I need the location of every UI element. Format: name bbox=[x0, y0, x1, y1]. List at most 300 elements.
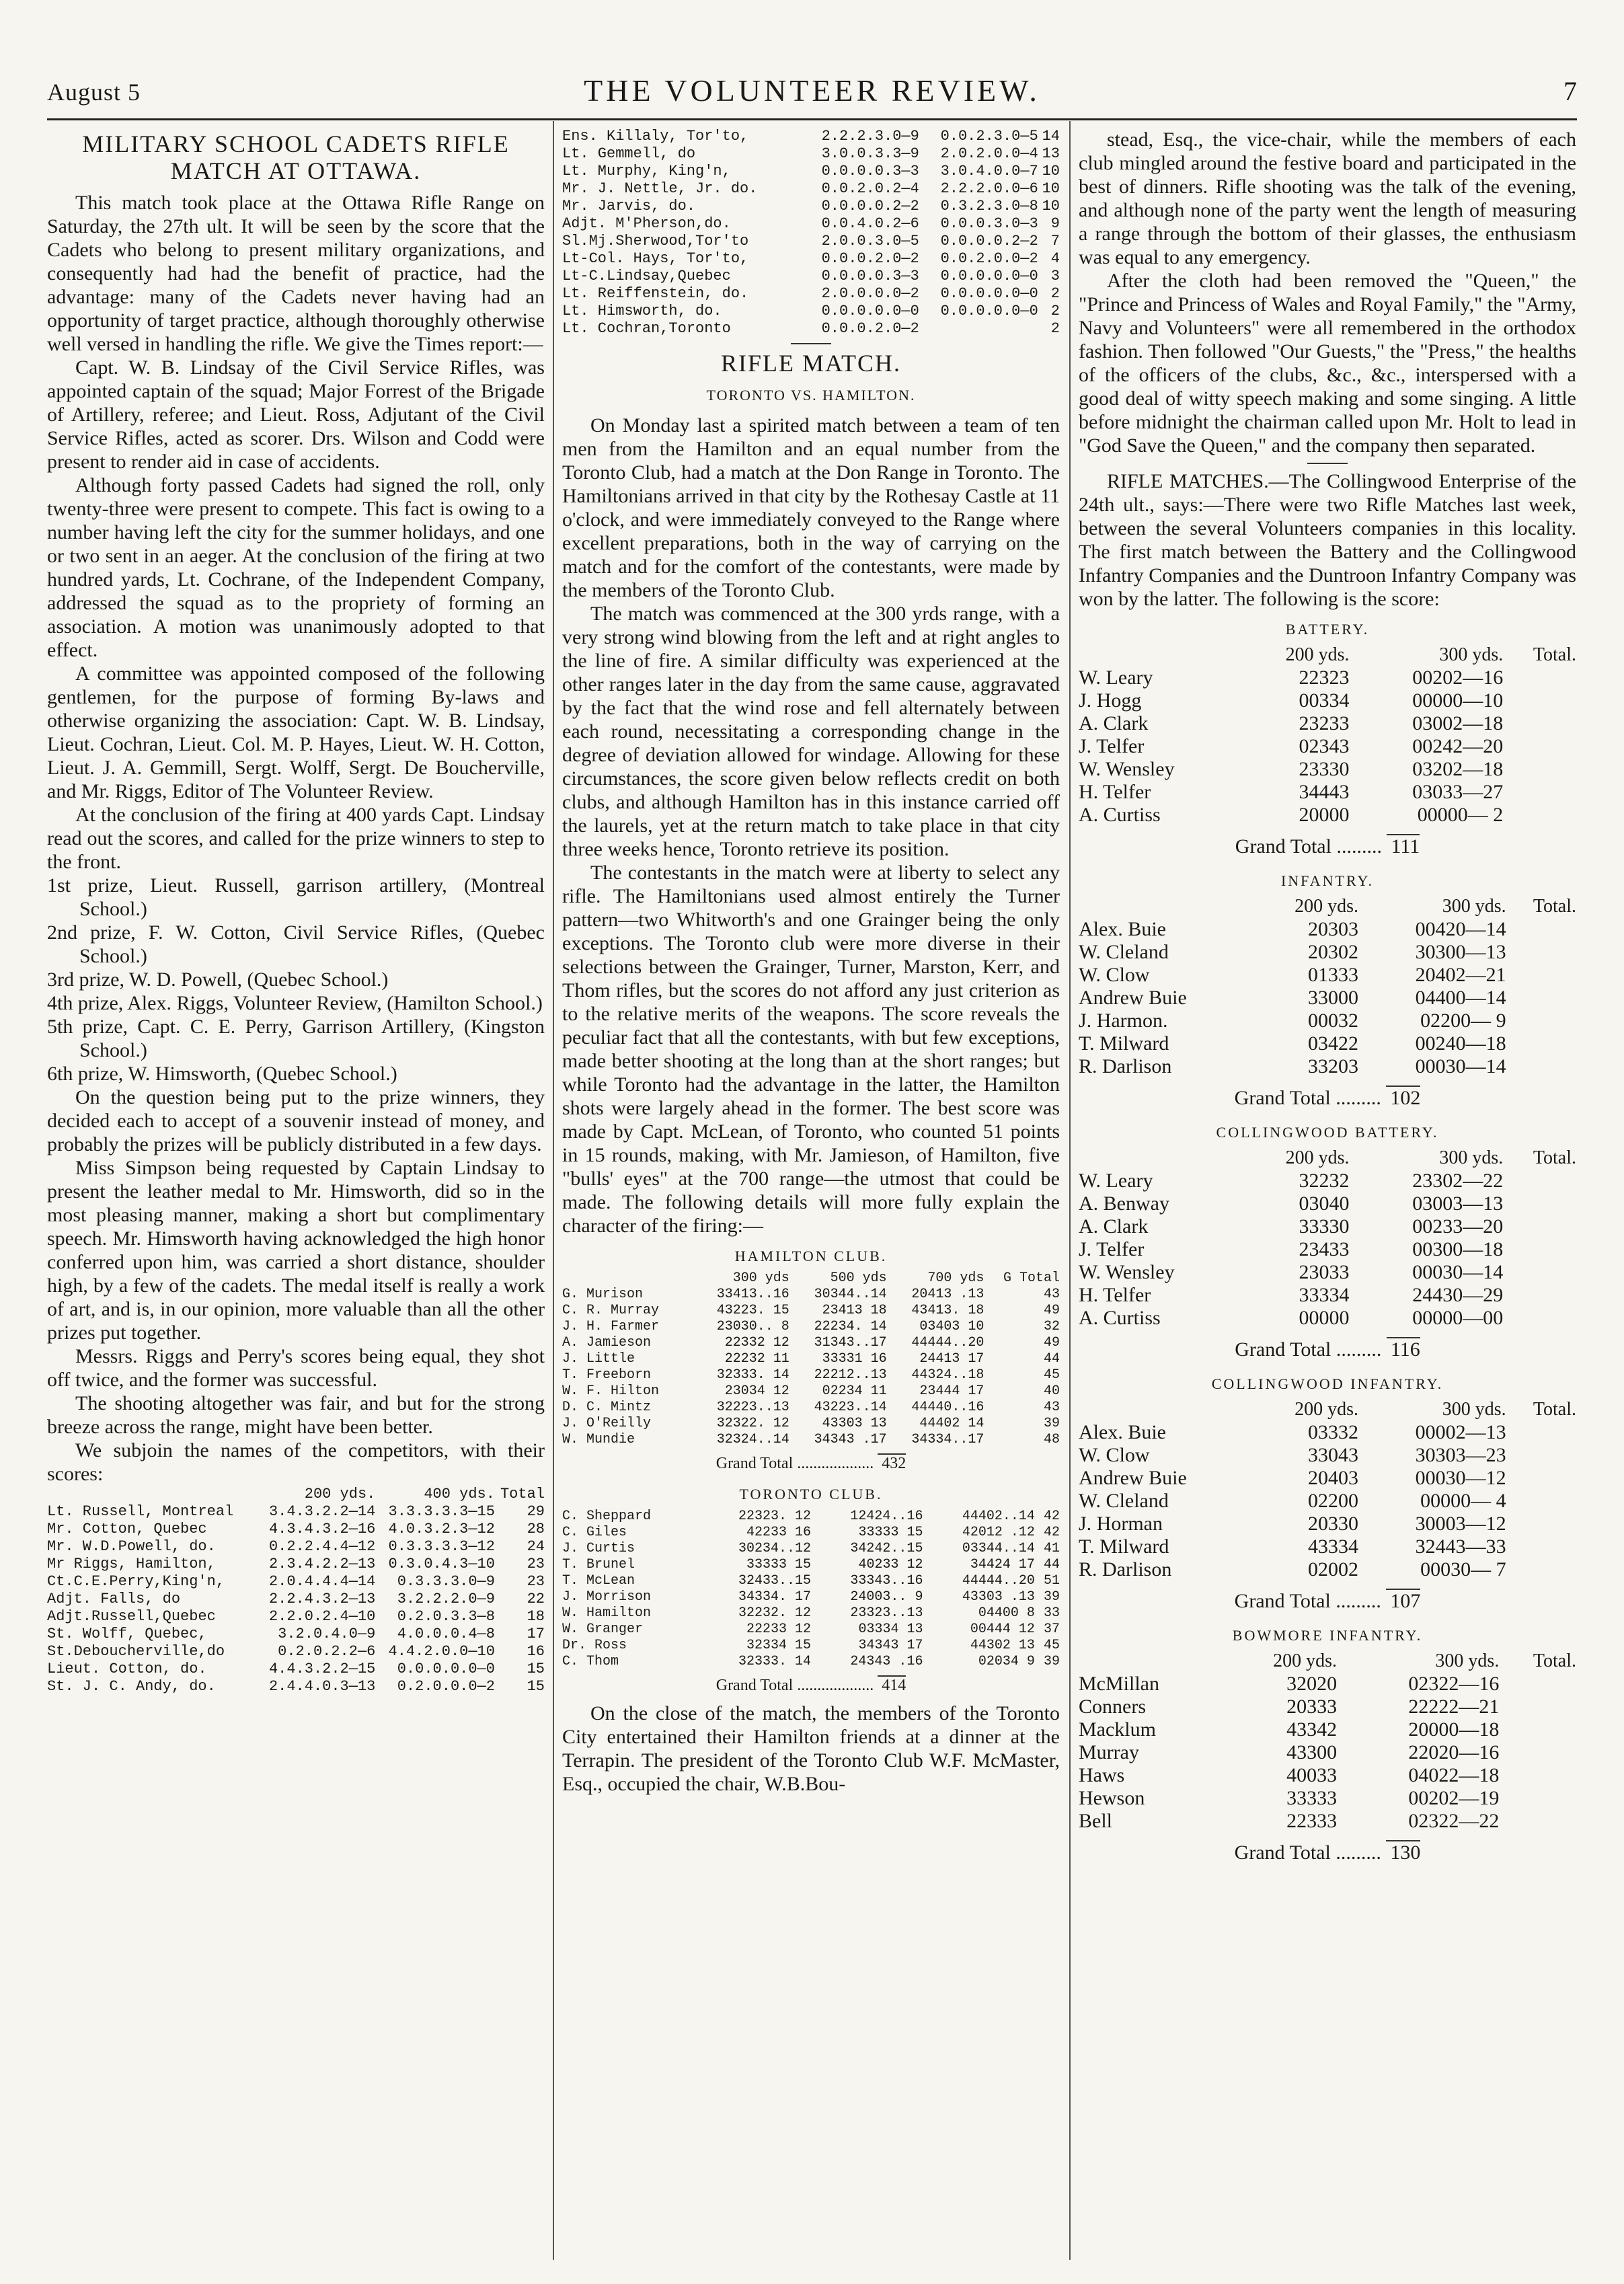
table-row bbox=[562, 1525, 1060, 1541]
table-cell bbox=[1503, 667, 1576, 689]
table-cell: 34242..15 bbox=[850, 1541, 923, 1556]
table-cell: 39 bbox=[1043, 1654, 1060, 1669]
table-row bbox=[1079, 1444, 1576, 1467]
table-row bbox=[1079, 712, 1576, 735]
table-cell: 2.2.4.3.2—13 bbox=[268, 1591, 376, 1607]
table-cell bbox=[1503, 689, 1576, 712]
column-header: 300 yds. bbox=[1442, 1399, 1506, 1420]
table-cell: 40233 12 bbox=[858, 1557, 923, 1572]
table-cell: 23233 bbox=[1299, 712, 1350, 734]
table-cell: 43300 bbox=[1286, 1741, 1338, 1763]
table-cell: 3.4.3.2.2—14 bbox=[268, 1503, 376, 1520]
table-cell: 32333. 14 bbox=[716, 1367, 789, 1383]
table-cell bbox=[1499, 1787, 1576, 1810]
table-cell: 34334. 17 bbox=[738, 1589, 811, 1605]
table-cell: J. Curtis bbox=[562, 1541, 635, 1556]
paragraph: At the conclusion of the firing at 400 yards Capt. Lindsay read out the scores, and called for the prize winners to step to the front. bbox=[47, 804, 545, 873]
column-header bbox=[1079, 1147, 1241, 1170]
table-cell bbox=[1503, 1192, 1576, 1215]
table-cell: 02322—16 bbox=[1408, 1673, 1500, 1695]
table-cell: 23 bbox=[527, 1573, 545, 1590]
article-body bbox=[562, 414, 1060, 1238]
table-cell: Ens. Killaly, Tor'to, bbox=[562, 128, 749, 145]
table-cell: J. O'Reilly bbox=[562, 1416, 652, 1431]
table-cell bbox=[919, 320, 1038, 338]
table-cell: 43 bbox=[1043, 1400, 1060, 1415]
table-cell: Adjt. Falls, do bbox=[47, 1591, 181, 1607]
table-cell: W. Cleland bbox=[1079, 1490, 1169, 1512]
paragraph: 1st prize, Lieut. Russell, garrison artillery, (Montreal School.) bbox=[47, 874, 545, 920]
table-cell: 49 bbox=[1043, 1303, 1060, 1318]
article-subtitle: TORONTO VS. HAMILTON. bbox=[706, 387, 916, 404]
table-cell bbox=[1503, 1284, 1576, 1307]
team-title: COLLINGWOOD INFANTRY. bbox=[1211, 1375, 1444, 1392]
table-cell: Lt. Himsworth, do. bbox=[562, 303, 722, 319]
grand-total-label: Grand Total bbox=[1235, 835, 1331, 858]
table-cell: 32333. 14 bbox=[738, 1654, 811, 1669]
table-cell: 44440..16 bbox=[911, 1400, 984, 1415]
table-cell: 45 bbox=[1043, 1638, 1060, 1653]
table-cell: 0.0.0.0.3—3 bbox=[821, 268, 919, 284]
grand-total-label: Grand Total bbox=[1234, 1841, 1331, 1864]
table-row bbox=[1079, 1741, 1576, 1764]
table-cell: A. Curtiss bbox=[1079, 1307, 1161, 1329]
table-cell: 2 bbox=[1050, 285, 1060, 302]
table-row bbox=[562, 1573, 1060, 1589]
table-row bbox=[1079, 1215, 1576, 1238]
table-cell: 22232 11 bbox=[724, 1351, 789, 1367]
grand-total: Grand Total ......... 116 bbox=[1235, 1338, 1420, 1361]
grand-total-value: 130 bbox=[1386, 1840, 1420, 1864]
table-cell: 43223. 15 bbox=[716, 1303, 789, 1318]
paragraph: 5th prize, Capt. C. E. Perry, Garrison Artillery, (Kingston School.) bbox=[47, 1016, 545, 1061]
cadet-score-table-continued bbox=[562, 128, 1060, 338]
column-divider bbox=[553, 121, 554, 2260]
table-cell bbox=[1503, 1261, 1576, 1284]
table-cell: 34343 17 bbox=[858, 1638, 923, 1653]
paragraph: 4th prize, Alex. Riggs, Volunteer Review, (Hamilton School.) bbox=[47, 992, 543, 1014]
table-cell: 32443—33 bbox=[1415, 1535, 1506, 1558]
table-cell: 03332 bbox=[1307, 1421, 1358, 1443]
table-row bbox=[1079, 781, 1576, 804]
grand-total-value: 102 bbox=[1386, 1086, 1420, 1109]
table-cell bbox=[1503, 1215, 1576, 1238]
table-cell: Dr. Ross bbox=[562, 1638, 627, 1653]
table-cell: 00242—20 bbox=[1412, 735, 1504, 757]
table-cell: 33333 15 bbox=[746, 1557, 811, 1572]
table-cell: 42 bbox=[1043, 1525, 1060, 1540]
table-row bbox=[562, 1541, 1060, 1557]
table-cell bbox=[1506, 1513, 1576, 1535]
table-cell: 00000 bbox=[1299, 1307, 1350, 1329]
table-cell: 0.2.0.3.3—8 bbox=[397, 1608, 495, 1625]
table-cell: Conners bbox=[1079, 1696, 1146, 1718]
table-cell: 32334 15 bbox=[746, 1638, 811, 1653]
table-row bbox=[562, 1400, 1060, 1416]
table-cell: 0.0.0.3.0—3 bbox=[940, 215, 1038, 232]
table-cell: 20000—18 bbox=[1408, 1718, 1500, 1741]
prize-list bbox=[47, 874, 545, 1086]
table-cell bbox=[1503, 1238, 1576, 1261]
table-cell: 20403 bbox=[1307, 1467, 1358, 1489]
table-cell: 00030—14 bbox=[1415, 1055, 1506, 1077]
table-cell: 0.0.0.0.0—0 bbox=[821, 303, 919, 319]
table-cell: 00002—13 bbox=[1415, 1421, 1506, 1443]
table-cell: 24413 17 bbox=[919, 1351, 984, 1367]
table-cell: 2.3.4.2.2—13 bbox=[268, 1556, 376, 1572]
table-cell: 33331 16 bbox=[822, 1351, 887, 1367]
table-cell bbox=[1506, 941, 1576, 964]
table-cell: 40 bbox=[1043, 1383, 1060, 1399]
table-cell: 3.2.2.2.0—9 bbox=[397, 1591, 495, 1607]
table-cell: Lt. Cochran,Toronto bbox=[562, 320, 731, 337]
table-cell: Murray bbox=[1079, 1741, 1139, 1763]
table-cell: 16 bbox=[527, 1643, 545, 1660]
table-row bbox=[1079, 987, 1576, 1010]
table-cell: 34424 17 bbox=[970, 1557, 1035, 1572]
table-cell: Haws bbox=[1079, 1764, 1125, 1786]
table-cell: 00000—10 bbox=[1412, 689, 1504, 712]
table-cell bbox=[1506, 1032, 1576, 1055]
table-cell: 18 bbox=[527, 1608, 545, 1625]
table-cell: 00000— 2 bbox=[1417, 804, 1504, 826]
table-cell: 10 bbox=[1042, 198, 1060, 215]
table-cell: Sl.Mj.Sherwood,Tor'to bbox=[562, 233, 749, 250]
table-cell: 32020 bbox=[1286, 1673, 1338, 1695]
table-cell: 43342 bbox=[1286, 1718, 1338, 1741]
table-row bbox=[1079, 735, 1576, 758]
column-header bbox=[47, 1486, 256, 1503]
table-cell: 24343 .16 bbox=[850, 1654, 923, 1669]
table-cell: 20402—21 bbox=[1415, 964, 1506, 986]
table-cell: 49 bbox=[1043, 1335, 1060, 1350]
paragraph: The shooting altogether was fair, and but for the strong breeze across the range, might have been better. bbox=[47, 1392, 545, 1438]
table-cell: 03334 13 bbox=[858, 1622, 923, 1637]
table-cell: 0.3.3.3.3—12 bbox=[388, 1538, 495, 1555]
table-cell: J. Morrison bbox=[562, 1589, 652, 1605]
team-score-table bbox=[1079, 1650, 1576, 1833]
table-row bbox=[562, 1335, 1060, 1351]
grand-total-label: Grand Total bbox=[1234, 1087, 1331, 1109]
table-cell: 2.0.0.0.0—2 bbox=[821, 285, 919, 302]
table-row bbox=[562, 1383, 1060, 1400]
column-header: 500 yds bbox=[830, 1270, 887, 1286]
table-cell: 3 bbox=[1050, 268, 1060, 284]
table-row bbox=[1079, 1787, 1576, 1810]
table-cell: 04022—18 bbox=[1408, 1764, 1500, 1786]
table-cell: 33343..16 bbox=[850, 1573, 923, 1589]
table-cell: 30234..12 bbox=[738, 1541, 811, 1556]
table-cell: 02034 9 bbox=[978, 1654, 1035, 1669]
table-row bbox=[1079, 1467, 1576, 1490]
table-cell: Lt. Murphy, King'n, bbox=[562, 163, 731, 180]
table-row bbox=[562, 1654, 1060, 1670]
table-cell: 22234. 14 bbox=[814, 1319, 887, 1334]
table-cell bbox=[1506, 987, 1576, 1010]
table-cell: 00000—00 bbox=[1412, 1307, 1504, 1329]
table-cell: 22233 12 bbox=[746, 1622, 811, 1637]
table-cell: A. Jamieson bbox=[562, 1335, 652, 1350]
table-cell: 44324..18 bbox=[911, 1367, 984, 1383]
table-row bbox=[562, 303, 1060, 320]
table-cell: St. J. C. Andy, do. bbox=[47, 1678, 216, 1695]
column-header: 300 yds. bbox=[1439, 1147, 1504, 1168]
table-row bbox=[1079, 1558, 1576, 1581]
table-cell: 33043 bbox=[1307, 1444, 1358, 1466]
paragraph: This match took place at the Ottawa Rifle Range on Saturday, the 27th ult. It will be seen by the score that the Cadets who belong to present military organizations, and consequently had had the benefit of practice, had the advantage: many of the Cadets never having had an opportunity of target practice, although thoroughly otherwise well versed in handling the rifle. We give the Times report:— bbox=[47, 192, 545, 355]
table-cell: Lt. Russell, Montreal bbox=[47, 1503, 234, 1520]
table-cell: 00233—20 bbox=[1412, 1215, 1504, 1238]
table-cell: 23034 12 bbox=[724, 1383, 789, 1399]
table-cell: 20303 bbox=[1307, 918, 1358, 940]
table-header bbox=[1079, 1147, 1576, 1170]
table-cell: 33 bbox=[1043, 1605, 1060, 1621]
table-row bbox=[1079, 1718, 1576, 1741]
table-cell: 2.2.0.2.4—10 bbox=[268, 1608, 376, 1625]
table-cell: 2.4.4.0.3—13 bbox=[268, 1678, 376, 1695]
table-cell: 39 bbox=[1043, 1416, 1060, 1431]
table-cell: 28 bbox=[527, 1521, 545, 1537]
table-cell: 14 bbox=[1042, 128, 1060, 145]
table-cell: 42233 16 bbox=[746, 1525, 811, 1540]
table-cell: 12424..16 bbox=[850, 1509, 923, 1524]
table-cell: 44402..14 bbox=[962, 1509, 1035, 1524]
table-cell: 20333 bbox=[1286, 1696, 1338, 1718]
table-cell: 30344..14 bbox=[814, 1287, 887, 1302]
header-date: August 5 bbox=[47, 79, 141, 106]
table-cell: 0.2.2.4.4—12 bbox=[268, 1538, 376, 1555]
table-cell: 22212..13 bbox=[814, 1367, 887, 1383]
article-body-continued bbox=[1079, 128, 1576, 457]
table-row bbox=[562, 215, 1060, 233]
table-cell: 43413. 18 bbox=[911, 1303, 984, 1318]
table-row bbox=[1079, 918, 1576, 941]
table-cell: Lt-Col. Hays, Tor'to, bbox=[562, 250, 749, 267]
table-cell: 44 bbox=[1043, 1351, 1060, 1367]
table-cell: 0.0.0.0.2—2 bbox=[940, 233, 1038, 250]
table-cell: 22332 12 bbox=[724, 1335, 789, 1350]
team-title: INFANTRY. bbox=[1280, 872, 1375, 889]
table-row bbox=[1079, 1513, 1576, 1535]
grand-total: Grand Total ......... 107 bbox=[1234, 1590, 1421, 1612]
table-cell bbox=[1499, 1741, 1576, 1764]
table-cell: W. Hamilton bbox=[562, 1605, 652, 1621]
table-cell bbox=[1506, 1558, 1576, 1581]
table-cell: 3.0.0.3.3—9 bbox=[821, 145, 919, 162]
table-cell: 03422 bbox=[1307, 1032, 1358, 1055]
table-cell: 23330 bbox=[1299, 758, 1350, 780]
table-cell: W. Clow bbox=[1079, 964, 1150, 986]
table-cell: 00300—18 bbox=[1412, 1238, 1504, 1260]
table-cell: 00202—19 bbox=[1408, 1787, 1500, 1809]
table-cell: Lt. Reiffenstein, do. bbox=[562, 285, 749, 302]
table-row bbox=[1079, 1010, 1576, 1032]
table-cell: 33413..16 bbox=[716, 1287, 789, 1302]
table-cell: 0.0.0.0.0—0 bbox=[940, 303, 1038, 319]
table-row bbox=[47, 1556, 545, 1573]
table-cell bbox=[1499, 1764, 1576, 1787]
table-cell bbox=[1506, 918, 1576, 941]
table-row bbox=[1079, 1238, 1576, 1261]
table-row bbox=[1079, 1696, 1576, 1718]
table-cell: 10 bbox=[1042, 163, 1060, 180]
table-cell: 0.2.0.2.2—6 bbox=[278, 1643, 376, 1660]
table-cell: C. Giles bbox=[562, 1525, 627, 1540]
table-cell: 30003—12 bbox=[1415, 1513, 1506, 1535]
column-header: G Total bbox=[1003, 1270, 1060, 1286]
table-cell: 00334 bbox=[1299, 689, 1350, 712]
paragraph: We subjoin the names of the competitors, with their scores: bbox=[47, 1439, 545, 1485]
table-cell: 2.2.2.0.0—6 bbox=[940, 180, 1038, 197]
table-row bbox=[1079, 941, 1576, 964]
column-header: Total. bbox=[1533, 896, 1576, 917]
table-row bbox=[562, 1319, 1060, 1335]
table-cell: 33203 bbox=[1307, 1055, 1358, 1077]
table-cell: D. C. Mintz bbox=[562, 1400, 652, 1415]
table-cell bbox=[1499, 1696, 1576, 1718]
column-header: Total bbox=[500, 1486, 545, 1502]
table-cell: 4.0.0.0.4—8 bbox=[397, 1626, 495, 1642]
table-cell: R. Darlison bbox=[1079, 1558, 1172, 1581]
article-body bbox=[47, 191, 545, 874]
column-header: 300 yds. bbox=[1442, 896, 1506, 917]
paragraph: Capt. W. B. Lindsay of the Civil Service Rifles, was appointed captain of the squad; Major Forrest of the Brigade of Artillery, referee; and Lieut. Ross, Adjutant of the Civil Service Rifles, acted as scorer. Drs. Wilson and Codd were present to render aid in case of accidents. bbox=[47, 356, 545, 473]
table-cell: 23323..13 bbox=[850, 1605, 923, 1621]
table-row bbox=[562, 320, 1060, 338]
table-cell: 4.3.4.3.2—16 bbox=[268, 1521, 376, 1537]
paragraph: After the cloth had been removed the "Queen," the "Prince and Princess of Wales and Royal Family," the "Army, Navy and Volunteers" were all remembered in the orthodox fashion. Then followed "Our Guests," the "Press," the healths of the officers of the clubs, &c., &c., interspersed with a good deal of witty speech making and some singing. A little before midnight the chairman called upon Mr. Holt to lead in "God Save the Queen," and the company then separated. bbox=[1079, 270, 1576, 457]
table-cell: Mr. Jarvis, do. bbox=[562, 198, 696, 215]
table-cell: 00444 12 bbox=[970, 1622, 1035, 1637]
column-header: 400 yds. bbox=[424, 1486, 495, 1502]
table-cell: 34343 .17 bbox=[814, 1432, 887, 1447]
table-row bbox=[1079, 1032, 1576, 1055]
table-cell: 0.0.0.0.0—0 bbox=[940, 285, 1038, 302]
table-cell: McMillan bbox=[1079, 1673, 1159, 1695]
table-row bbox=[1079, 1055, 1576, 1078]
table-cell: 0.0.4.0.2—6 bbox=[821, 215, 919, 232]
table-cell: Andrew Buie bbox=[1079, 1467, 1187, 1489]
table-cell: Mr. Cotton, Quebec bbox=[47, 1521, 207, 1537]
column-2 bbox=[562, 128, 1060, 1796]
table-cell: 51 bbox=[1043, 1573, 1060, 1589]
grand-total-value: 432 bbox=[878, 1453, 906, 1472]
table-cell: St. Wolff, Quebec, bbox=[47, 1626, 207, 1642]
table-cell: T. Brunel bbox=[562, 1557, 635, 1572]
grand-total: Grand Total ................... 432 bbox=[716, 1455, 906, 1472]
table-header bbox=[1079, 1398, 1576, 1421]
table-cell: 02343 bbox=[1299, 735, 1350, 757]
paragraph: stead, Esq., the vice-chair, while the members of each club mingled around the festive board and participated in the best of dinners. Rifle shooting was the talk of the evening, and although none of the party went the length of measuring a range through the bottom of their glasses, the enthusiasm was equal to any emergency. bbox=[1079, 128, 1576, 268]
table-cell: W. Clow bbox=[1079, 1444, 1150, 1466]
table-row bbox=[562, 1432, 1060, 1448]
table-cell: 02002 bbox=[1307, 1558, 1358, 1581]
table-cell: 03040 bbox=[1299, 1192, 1350, 1215]
column-header: 200 yds. bbox=[1285, 644, 1350, 665]
table-cell: 32232 bbox=[1299, 1170, 1350, 1192]
cadet-score-table bbox=[47, 1486, 545, 1696]
table-row bbox=[1079, 804, 1576, 827]
column-1 bbox=[47, 128, 545, 1696]
grand-total: Grand Total ......... 102 bbox=[1234, 1087, 1421, 1109]
table-cell: 2.0.4.4.4—14 bbox=[268, 1573, 376, 1590]
table-cell: 9 bbox=[1050, 215, 1060, 232]
table-row bbox=[562, 163, 1060, 180]
paragraph: Although forty passed Cadets had signed the roll, only twenty-three were present to compete. This fact is owing to a number having left the city for the summer holidays, and one or two sent in an aeger. At the conclusion of the firing at two hundred yards, Lt. Cochrane, of the Independent Company, addressed the squad as to the propriety of forming an association. A motion was unanimously adopted to that effect. bbox=[47, 474, 545, 661]
column-divider bbox=[1069, 121, 1071, 2260]
table-cell: 39 bbox=[1043, 1589, 1060, 1605]
table-cell: C. R. Murray bbox=[562, 1303, 660, 1318]
table-cell: Macklum bbox=[1079, 1718, 1156, 1741]
table-cell: 22222—21 bbox=[1408, 1696, 1500, 1718]
table-cell: St.Deboucherville,do bbox=[47, 1643, 225, 1660]
paragraph: The match was commenced at the 300 yrds range, with a very strong wind blowing from the left and at right angles to the line of fire. A similar difficulty was experienced at the other ranges later in the day from the same cause, aggravated by the fact that the wind rose and fell alternately between each round, necessitating a corresponding change in the degree of deviation allowed for windage. Allowing for these circumstances, the score given below reflects credit on both clubs, and although Hamilton has in this instance carried off the laurels, yet at the return match to take place in that city three weeks hence, Toronto retrieve its position. bbox=[562, 603, 1060, 860]
column-header bbox=[1079, 1398, 1255, 1421]
table-cell: W. Granger bbox=[562, 1622, 644, 1637]
table-cell: 24003.. 9 bbox=[850, 1589, 923, 1605]
table-cell: 23302—22 bbox=[1412, 1170, 1504, 1192]
table-cell: 0.0.0.0.0—0 bbox=[940, 268, 1038, 284]
table-row bbox=[562, 1416, 1060, 1432]
table-row bbox=[47, 1538, 545, 1556]
table-row bbox=[1079, 1535, 1576, 1558]
table-cell: 0.0.2.0.0—2 bbox=[940, 250, 1038, 267]
table-row bbox=[47, 1678, 545, 1696]
table-cell: 24430—29 bbox=[1412, 1284, 1504, 1306]
column-header: Total. bbox=[1533, 644, 1576, 665]
table-row bbox=[562, 198, 1060, 215]
paragraph: Miss Simpson being requested by Captain Lindsay to present the leather medal to Mr. Himsworth, did so in the most pleasing manner, making a short but complimentary speech. Mr. Himsworth having acknowledged the high honor conferred upon him, was carried a short distance, shoulder high, by a few of the cadets. The medal itself is really a work of art, and is, in our opinion, more valuable than all the other prizes put together. bbox=[47, 1157, 545, 1344]
divider bbox=[1307, 463, 1348, 464]
table-cell: 22 bbox=[527, 1591, 545, 1607]
grand-total: Grand Total ......... 111 bbox=[1235, 835, 1420, 858]
table-cell: J. Telfer bbox=[1079, 1238, 1145, 1260]
table-cell: 43303 13 bbox=[822, 1416, 887, 1431]
table-cell: 32433..15 bbox=[738, 1573, 811, 1589]
table-cell: 0.3.2.3.0—8 bbox=[940, 198, 1038, 215]
column-header: 200 yds. bbox=[1294, 1399, 1358, 1420]
table-row bbox=[562, 1589, 1060, 1605]
table-cell: 43334 bbox=[1307, 1535, 1358, 1558]
table-cell: W. Leary bbox=[1079, 667, 1153, 689]
team-score-table bbox=[1079, 895, 1576, 1078]
table-header bbox=[47, 1486, 545, 1503]
table-cell bbox=[1506, 1444, 1576, 1467]
table-cell: 03344..14 bbox=[962, 1541, 1035, 1556]
table-cell: 4 bbox=[1050, 250, 1060, 267]
team-title: COLLINGWOOD BATTERY. bbox=[1216, 1124, 1439, 1141]
table-row bbox=[562, 1351, 1060, 1367]
table-cell: T. Freeborn bbox=[562, 1367, 652, 1383]
table-row bbox=[47, 1626, 545, 1643]
table-cell: 0.0.2.3.0—5 bbox=[940, 128, 1038, 145]
table-row bbox=[1079, 1261, 1576, 1284]
table-row bbox=[562, 250, 1060, 268]
table-cell bbox=[1503, 735, 1576, 758]
team-title: HAMILTON CLUB. bbox=[734, 1248, 888, 1264]
table-row bbox=[562, 1605, 1060, 1622]
column-header bbox=[1079, 644, 1241, 667]
table-cell: 44302 13 bbox=[970, 1638, 1035, 1653]
grand-total-value: 107 bbox=[1386, 1589, 1420, 1612]
table-cell: T. McLean bbox=[562, 1573, 635, 1589]
table-cell: 01333 bbox=[1307, 964, 1358, 986]
table-cell: Andrew Buie bbox=[1079, 987, 1187, 1009]
table-cell: 2.0.0.3.0—5 bbox=[821, 233, 919, 250]
table-cell: 02234 11 bbox=[822, 1383, 887, 1399]
table-row bbox=[1079, 964, 1576, 987]
table-cell: 03202—18 bbox=[1412, 758, 1504, 780]
